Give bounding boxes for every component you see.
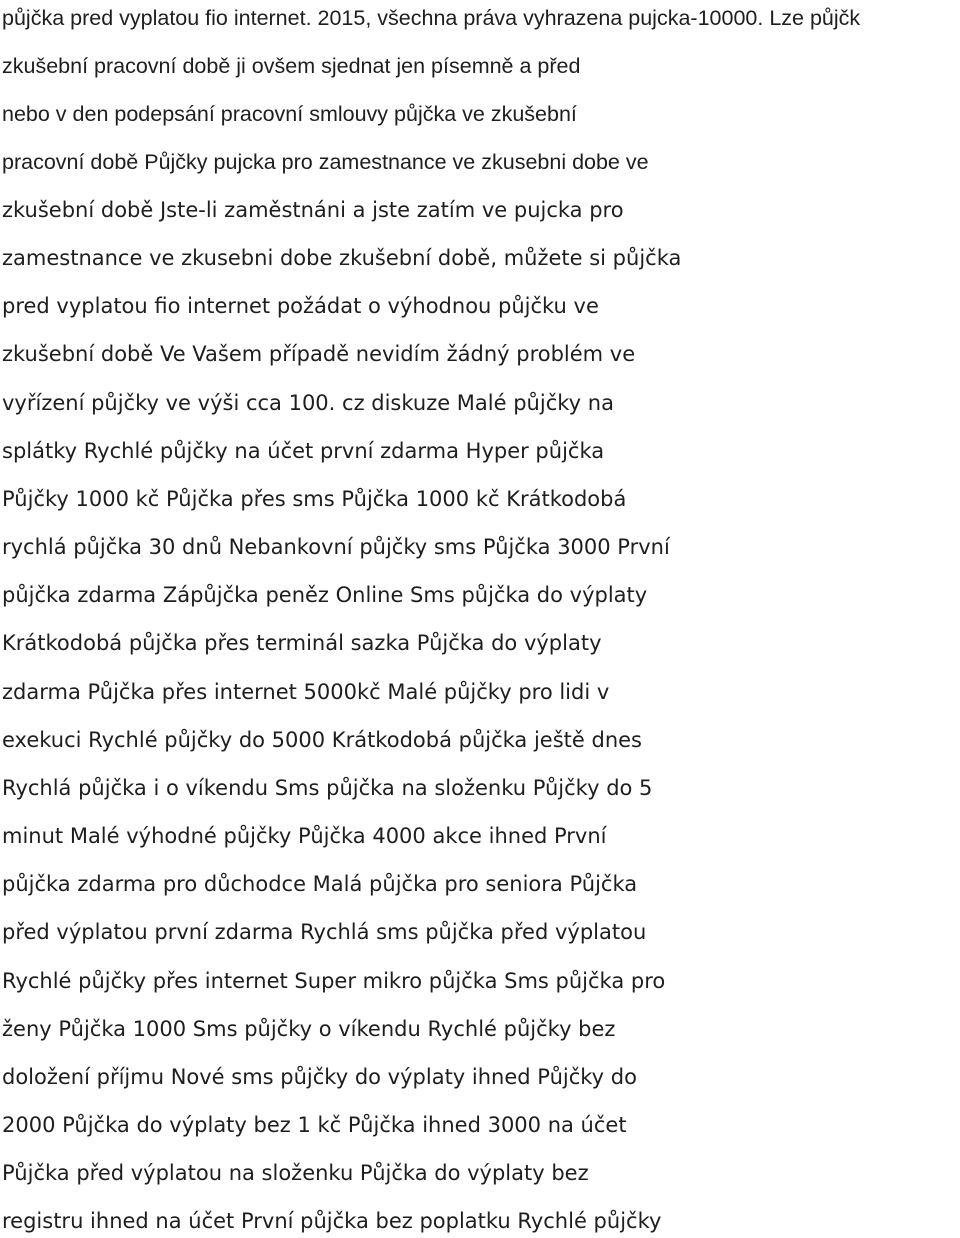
text-line: půjčka pred vyplatou fio internet. 2015, všechna práva vyhrazena pujcka-10000. Lze půjčk <box>2 6 861 30</box>
text-line: půjčka zdarma Zápůjčka peněz Online Sms půjčka do výplaty <box>2 583 648 607</box>
text-line: zamestnance ve zkusebni dobe zkušební době, můžete si půjčka <box>2 246 682 270</box>
text-line: půjčka zdarma pro důchodce Malá půjčka pro seniora Půjčka <box>2 872 638 896</box>
text-line: pracovní době Půjčky pujcka pro zamestnance ve zkusebni dobe ve <box>2 150 649 174</box>
text-line: Rychlé půjčky přes internet Super mikro půjčka Sms půjčka pro <box>2 969 666 993</box>
text-line: před výplatou první zdarma Rychlá sms půjčka před výplatou <box>2 920 647 944</box>
text-line: splátky Rychlé půjčky na účet první zdarma Hyper půjčka <box>2 439 605 463</box>
text-line: pred vyplatou fio internet požádat o výhodnou půjčku ve <box>2 294 599 318</box>
text-line: rychlá půjčka 30 dnů Nebankovní půjčky sms Půjčka 3000 První <box>2 535 670 559</box>
text-line: doložení příjmu Nové sms půjčky do výplaty ihned Půjčky do <box>2 1065 637 1089</box>
text-line: vyřízení půjčky ve výši cca 100. cz diskuze Malé půjčky na <box>2 391 614 415</box>
text-line: registru ihned na účet První půjčka bez poplatku Rychlé půjčky <box>2 1209 662 1233</box>
text-line: Půjčky 1000 kč Půjčka přes sms Půjčka 1000 kč Krátkodobá <box>2 487 627 511</box>
text-line: minut Malé výhodné půjčky Půjčka 4000 akce ihned První <box>2 824 607 848</box>
text-line: Rychlá půjčka i o víkendu Sms půjčka na složenku Půjčky do 5 <box>2 776 653 800</box>
text-line: exekuci Rychlé půjčky do 5000 Krátkodobá půjčka ještě dnes <box>2 728 642 752</box>
text-line: ženy Půjčka 1000 Sms půjčky o víkendu Rychlé půjčky bez <box>2 1017 616 1041</box>
text-line: zkušební době Ve Vašem případě nevidím žádný problém ve <box>2 342 636 366</box>
text-line: zdarma Půjčka přes internet 5000kč Malé půjčky pro lidi v <box>2 680 610 704</box>
text-line: nebo v den podepsání pracovní smlouvy půjčka ve zkušební <box>2 102 577 126</box>
text-line: 2000 Půjčka do výplaty bez 1 kč Půjčka ihned 3000 na účet <box>2 1113 627 1137</box>
text-line: Krátkodobá půjčka přes terminál sazka Půjčka do výplaty <box>2 631 602 655</box>
text-line: Půjčka před výplatou na složenku Půjčka do výplaty bez <box>2 1161 589 1185</box>
text-line: zkušební pracovní době ji ovšem sjednat jen písemně a před <box>2 54 581 78</box>
text-line: zkušební době Jste-li zaměstnáni a jste zatím ve pujcka pro <box>2 198 624 222</box>
